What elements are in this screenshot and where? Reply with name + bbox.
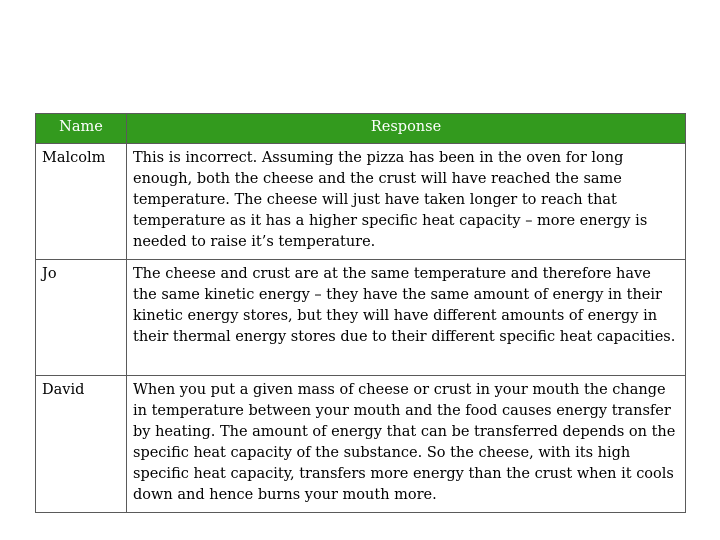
table-row <box>36 144 686 260</box>
name-cell: Malcolm <box>36 144 127 260</box>
name-cell: David <box>36 376 127 513</box>
responses-table <box>35 113 686 513</box>
response-column-header: Response <box>127 114 686 144</box>
responses-table-container <box>35 113 685 513</box>
response-cell: This is incorrect. Assuming the pizza has been in the oven for long enough, both the cheese and the crust will have reached the same temperature. The cheese will just have taken longer to reach that temperature as it has a higher specific heat capacity – more energy is needed to raise it’s temperature. <box>127 144 686 260</box>
table-header-row <box>36 114 686 144</box>
response-cell: The cheese and crust are at the same temperature and therefore have the same kinetic energy – they have the same amount of energy in their kinetic energy stores, but they will have different amounts of energy in their thermal energy stores due to their different specific heat capacities. <box>127 260 686 376</box>
response-cell: When you put a given mass of cheese or crust in your mouth the change in temperature between your mouth and the food causes energy transfer by heating. The amount of energy that can be transferred depends on the specific heat capacity of the substance. So the cheese, with its high specific heat capacity, transfers more energy than the crust when it cools down and hence burns your mouth more. <box>127 376 686 513</box>
name-column-header: Name <box>36 114 127 144</box>
table-row <box>36 376 686 513</box>
table-row <box>36 260 686 376</box>
name-cell: Jo <box>36 260 127 376</box>
